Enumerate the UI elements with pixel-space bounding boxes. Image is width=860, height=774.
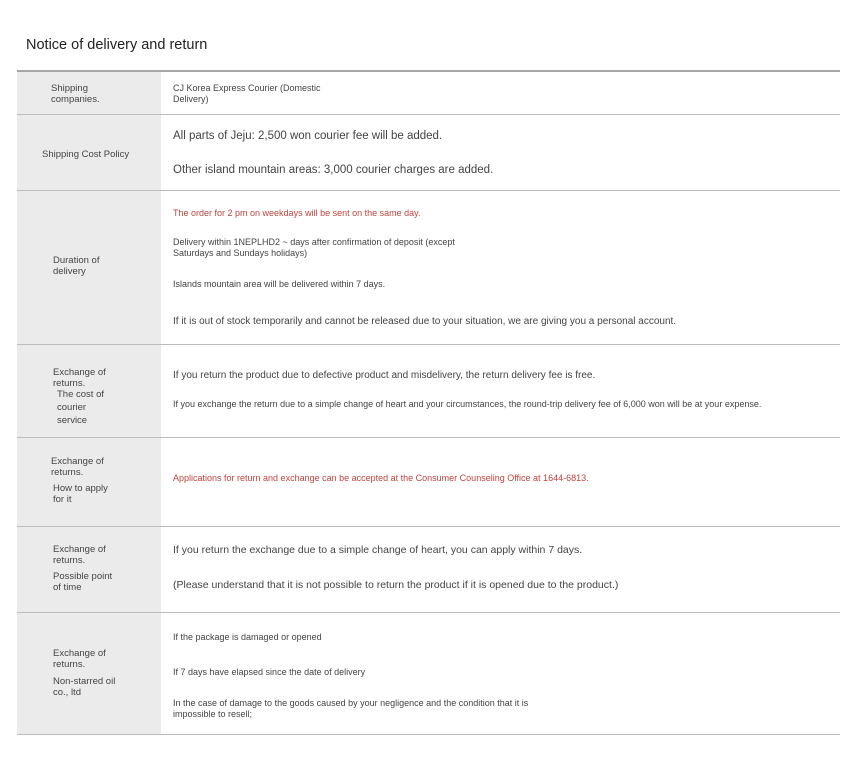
notice-table — [17, 70, 840, 735]
header-sublabel: Non-starred oil co., ltd — [53, 676, 116, 698]
table-row-duration — [17, 191, 840, 345]
cell-text: If 7 days have elapsed since the date of delivery — [173, 667, 366, 677]
cell-text: If it is out of stock temporarily and cannot be released due to your situation, we are giving you a personal account. — [173, 316, 677, 327]
cell-text: All parts of Jeju: 2,500 won courier fee will be added. — [173, 130, 443, 142]
table-row-non-returnable — [17, 613, 840, 735]
cell-text-highlight: Applications for return and exchange can be accepted at the Consumer Counseling Office at 1644-6813. — [173, 473, 589, 483]
header-label: Shipping companies. — [51, 83, 100, 105]
header-sublabel: How to apply for it — [53, 483, 108, 505]
row-header — [17, 613, 161, 734]
header-label: Exchange of returns. — [53, 648, 106, 670]
cell-text: Delivery within 1NEPLHD2 ~ days after confirmation of deposit (except Saturdays and Sundays holidays) — [173, 237, 455, 258]
row-header — [17, 345, 161, 437]
cell-text: If the package is damaged or opened — [173, 632, 322, 642]
cell-text: (Please understand that it is not possible to return the product if it is opened due to the product.) — [173, 579, 619, 591]
header-label: Exchange of returns. — [51, 456, 104, 478]
cell-text: If you return the product due to defective product and misdelivery, the return delivery fee is free. — [173, 370, 596, 381]
cell-text: CJ Korea Express Courier (Domestic Delivery) — [173, 83, 321, 104]
table-row-how-to-apply — [17, 438, 840, 527]
cell-text: In the case of damage to the goods caused by your negligence and the condition that it is impossible to resell; — [173, 698, 529, 719]
header-label: Duration of delivery — [53, 255, 100, 277]
page-title: Notice of delivery and return — [26, 37, 208, 53]
table-row-courier-cost — [17, 345, 840, 438]
cell-text: If you return the exchange due to a simple change of heart, you can apply within 7 days. — [173, 544, 583, 556]
row-header — [17, 191, 161, 344]
table-row-point-of-time — [17, 527, 840, 613]
header-sublabel: The cost of courier service — [57, 389, 104, 426]
header-label: Shipping Cost Policy — [42, 149, 130, 160]
header-label: Exchange of returns. — [53, 544, 106, 566]
row-header — [17, 72, 161, 114]
row-header — [17, 438, 161, 526]
header-label: Exchange of returns. — [53, 367, 106, 389]
row-header — [17, 527, 161, 612]
row-header — [17, 115, 161, 190]
cell-text-highlight: The order for 2 pm on weekdays will be sent on the same day. — [173, 208, 421, 218]
table-row-shipping-companies — [17, 72, 840, 115]
header-sublabel: Possible point of time — [53, 571, 113, 593]
table-row-shipping-cost — [17, 115, 840, 191]
cell-text: Islands mountain area will be delivered within 7 days. — [173, 279, 386, 289]
cell-text: Other island mountain areas: 3,000 courier charges are added. — [173, 164, 494, 176]
cell-text: If you exchange the return due to a simple change of heart and your circumstances, the round-trip delivery fee of 6,000 won will be at your expense. — [173, 399, 762, 409]
